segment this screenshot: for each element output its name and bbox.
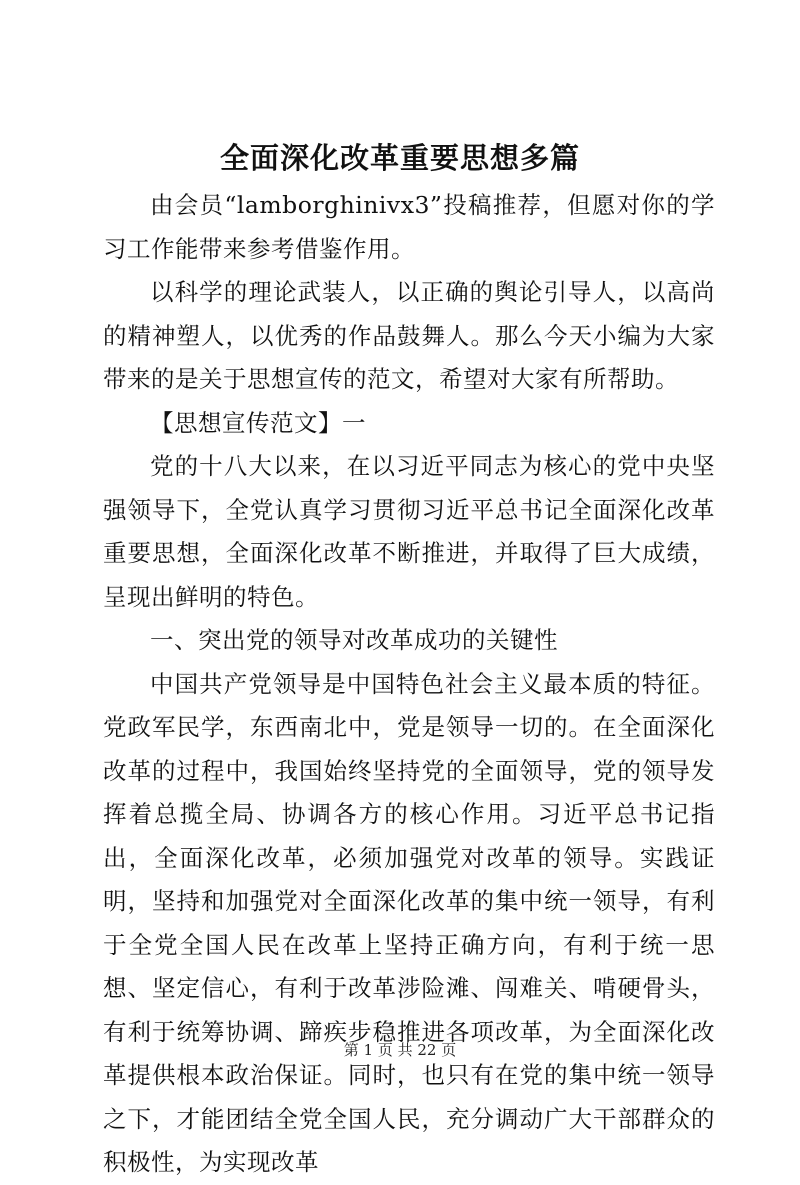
section-heading: 【思想宣传范文】一 — [150, 408, 366, 437]
intro-paragraph: 由会员“lamborghinivx3”投稿推荐，但愿对你的学习工作能带来参考借鉴作用。 — [103, 191, 715, 263]
page-footer: 第 1 页 共 22 页 — [343, 1041, 457, 1059]
subsection-heading: 一、突出党的领导对改革成功的关键性 — [150, 626, 558, 654]
body-paragraph: 中国共产党领导是中国特色社会主义最本质的特征。党政军民学，东西南北中，党是领导一切的。在全面深化改革的过程中，我国始终坚持党的全面领导，党的领导发挥着总揽全局、协调各方的核心作用。习近平总书记指出，全面深化改革，必须加强党对改革的领导。实践证明，坚持和加强党对全面深化改革的集中统一领导，有利于全党全国人民在改革上坚持正确方向，有利于统一思想、坚定信心，有利于改革涉险滩、闯难关、啃硬骨头，有利于统筹协调、蹄疾步稳推进各项改革，为全面深化改革提供根本政治保证。同时，也只有在党的集中统一领导之下，才能团结全党全国人民，充分调动广大干部群众的积极性，为实现改革 — [103, 669, 715, 1176]
preface-paragraph: 以科学的理论武装人，以正确的舆论引导人，以高尚的精神塑人，以优秀的作品鼓舞人。那么今天小编为大家带来的是关于思想宣传的范文，希望对大家有所帮助。 — [103, 278, 715, 393]
document-body — [103, 184, 715, 1185]
document-title: 全面深化改革重要思想多篇 — [219, 141, 580, 175]
body-paragraph: 党的十八大以来，在以习近平同志为核心的党中央坚强领导下，全党认真学习贯彻习近平总书记全面深化改革重要思想，全面深化改革不断推进，并取得了巨大成绩，呈现出鲜明的特色。 — [103, 452, 715, 611]
